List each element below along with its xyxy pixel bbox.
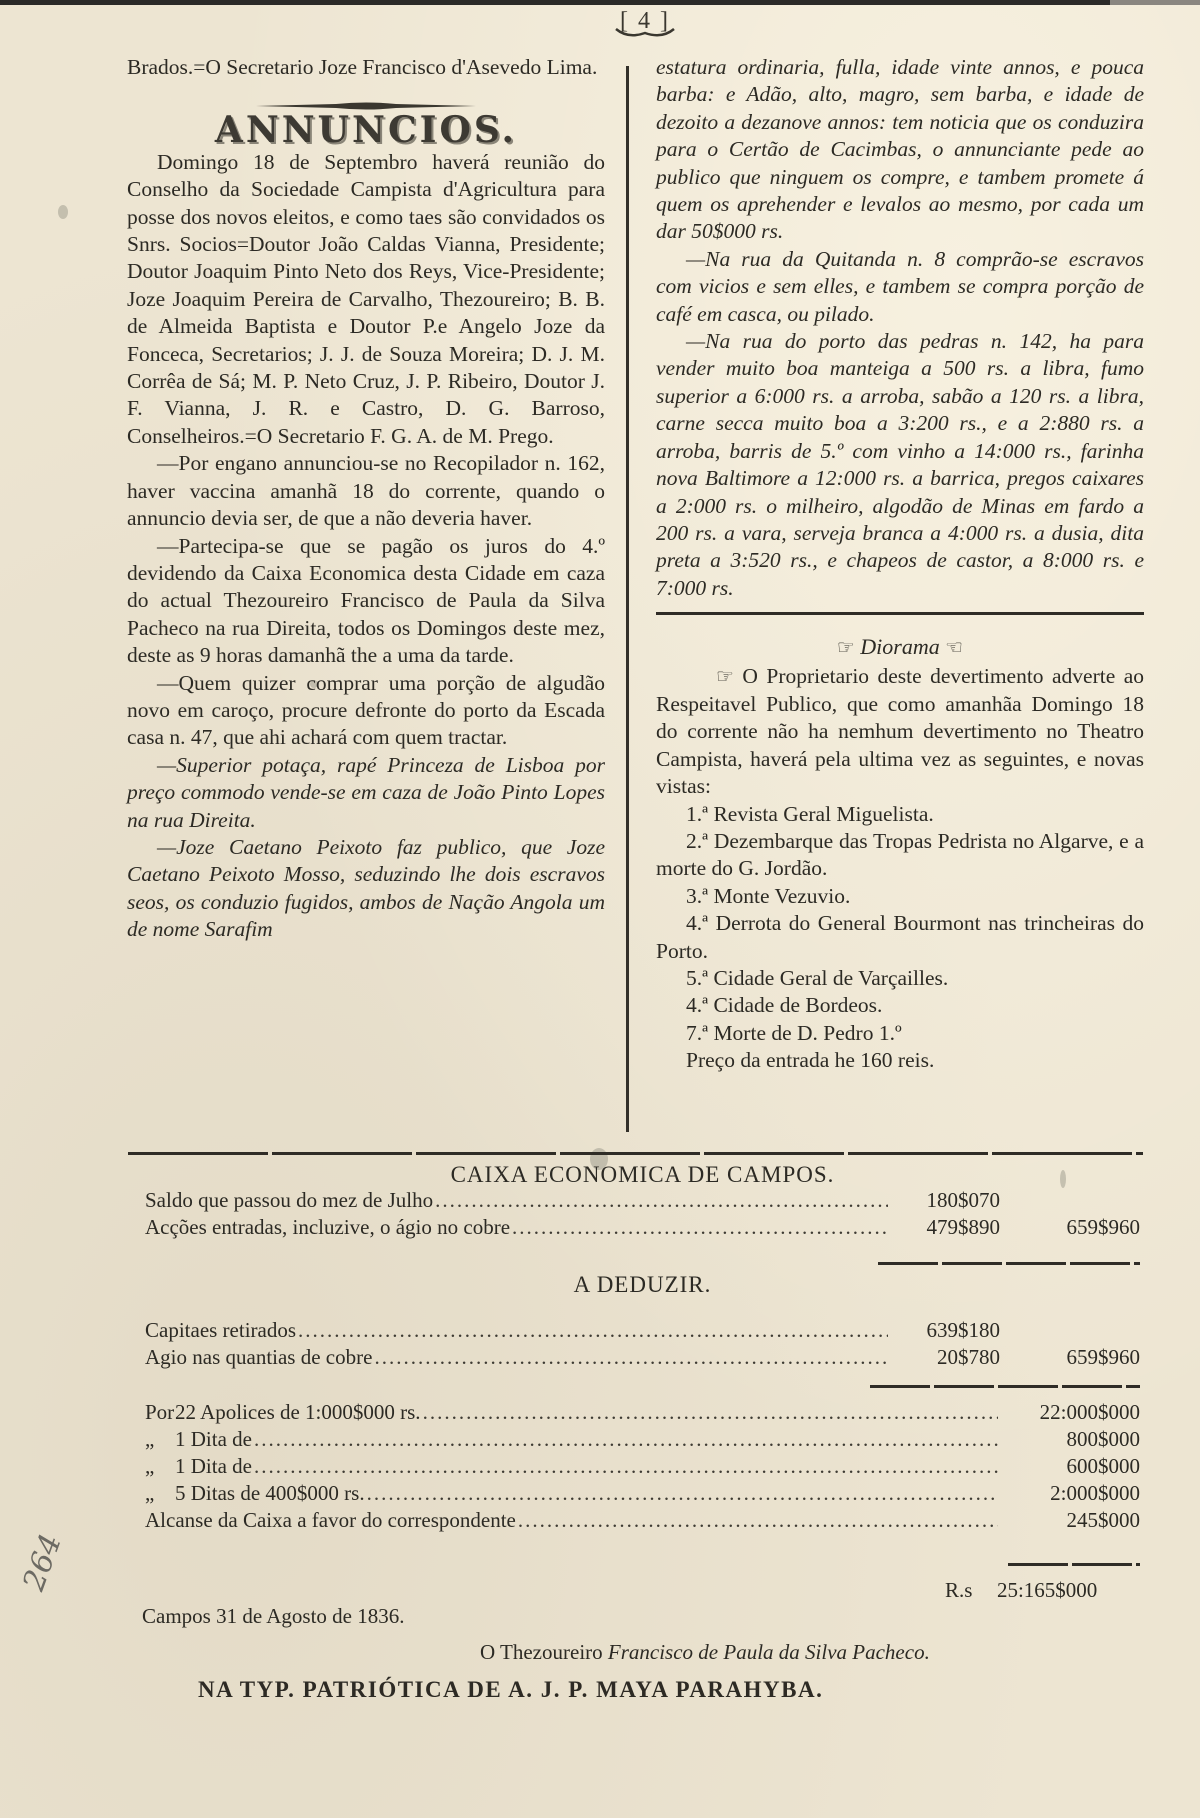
diorama-price: Preço da entrada he 160 reis. xyxy=(686,1048,935,1073)
left-column xyxy=(127,54,605,944)
vista-number: 7.ª xyxy=(686,1020,709,1045)
vista-number: 5.ª xyxy=(686,966,709,990)
right-column xyxy=(656,54,1144,1075)
scan-edge xyxy=(0,0,1200,5)
notice-juros: —Partecipa-se que se pagão os juros do 4.º devidendo da Caixa Economica desta Cidade em caza do actual Thezoureiro Francisco de Paula da Silva Pacheco na rua Direita, todos os Domingos deste mez, deste as 9 horas damanhã the a uma da tarde. xyxy=(127,533,605,668)
account-title: CAIXA ECONOMICA DE CAMPOS. xyxy=(450,1162,835,1187)
row-label: 22 Apolices de 1:000$000 rs. xyxy=(175,1400,421,1424)
vista-text: Cidade Geral de Varçailles. xyxy=(713,966,949,990)
account-row xyxy=(145,1345,1140,1372)
notice-vaccina: —Por engano annunciou-se no Recopilador n. 162, haver vaccina amanhã 18 do corrente, quando o annuncio devia ser, de que a não deveria haver. xyxy=(127,451,605,531)
row-amount: 600$000 xyxy=(1066,1454,1140,1478)
holding-row xyxy=(145,1481,1140,1508)
vista-text: Monte Vezuvio. xyxy=(713,883,851,908)
closing-line: Brados.=O Secretario Joze Francisco d'Asevedo Lima. xyxy=(127,55,598,79)
deduct-heading-block xyxy=(145,1272,1140,1298)
holding-row xyxy=(145,1400,1140,1427)
section-heading: ANNUNCIOS. xyxy=(214,109,518,152)
deduct-title: A DEDUZIR. xyxy=(573,1272,712,1297)
paper-stain xyxy=(58,205,68,219)
row-amount: 20$780 xyxy=(937,1345,1000,1369)
vista-item xyxy=(656,1020,1144,1047)
leader-dots xyxy=(518,1508,998,1533)
row-amount: 479$890 xyxy=(926,1215,1000,1239)
vista-number: 4.ª xyxy=(686,911,709,936)
vista-text: Derrota do General Bourmont nas trincheiras do Porto. xyxy=(656,911,1144,963)
row-label: Saldo que passou do mez de Julho xyxy=(145,1188,434,1212)
row-label: Capitaes retirados xyxy=(145,1318,297,1342)
leader-dots xyxy=(423,1400,998,1425)
leader-dots xyxy=(254,1454,998,1479)
row-label: Alcanse da Caixa a favor do correspondente xyxy=(145,1508,516,1532)
row-amount: 180$070 xyxy=(926,1188,1000,1212)
page-number-value: 4 xyxy=(638,8,652,34)
holdings xyxy=(145,1400,1140,1535)
row-amount: 22:000$000 xyxy=(1039,1400,1140,1424)
handwritten-margin-note: 264 xyxy=(16,1529,69,1596)
grand-total xyxy=(945,1578,1097,1603)
leader-dots xyxy=(435,1188,888,1213)
row-label: 1 Dita de xyxy=(175,1454,252,1478)
vista-item xyxy=(656,883,1144,910)
leader-dots xyxy=(512,1215,888,1240)
signature-name: Francisco de Paula da Silva Pacheco. xyxy=(607,1640,930,1664)
deductions xyxy=(145,1318,1140,1372)
row-prefix: Por xyxy=(145,1400,175,1424)
vista-text: Dezembarque das Tropas Pedrista no Algarve, e a morte do G. Jordão. xyxy=(656,828,1144,881)
place-date: Campos 31 de Agosto de 1836. xyxy=(142,1604,405,1628)
row-total: 659$960 xyxy=(1066,1215,1140,1239)
row-prefix: „ xyxy=(145,1454,155,1478)
diorama-intro-text: O Proprietario deste devertimento adverte ao Respeitavel Publico, que como amanhãa Domingo 18 do corrente não ha nemhum devertimento no Theatro Campista, haverá pela ultima vez as seguintes, e novas vistas: xyxy=(656,663,1144,799)
notice-rape: —Superior potaça, rapé Princeza de Lisboa por preço commodo vende-se em caza de João Pinto Lopes na rua Direita. xyxy=(127,752,605,832)
row-prefix: „ xyxy=(145,1481,155,1505)
diorama-intro xyxy=(656,663,1144,801)
vista-item xyxy=(656,910,1144,965)
row-amount: 639$180 xyxy=(926,1318,1000,1342)
vista-item xyxy=(656,828,1144,883)
pointing-hand-icon: ☞ xyxy=(945,637,964,660)
row-amount: 2:000$000 xyxy=(1050,1481,1140,1505)
pointing-hand-icon: ☞ xyxy=(836,637,855,660)
grand-total-label: R.s xyxy=(945,1578,973,1602)
holding-row xyxy=(145,1427,1140,1454)
row-label: Acções entradas, incluzive, o ágio no cobre xyxy=(145,1215,511,1239)
row-total: 659$960 xyxy=(1066,1345,1140,1369)
row-label: 1 Dita de xyxy=(175,1427,252,1451)
row-amount: 800$000 xyxy=(1066,1427,1140,1451)
vista-number: 4.ª xyxy=(686,993,709,1018)
notice-algodao: —Quem quizer comprar uma porção de algudão novo em caroço, procure defronte do porto da Escada casa n. 47, que ahi achará com quem tractar. xyxy=(127,670,605,750)
holding-row xyxy=(145,1454,1140,1481)
account-row xyxy=(145,1215,1140,1242)
leader-dots xyxy=(298,1318,888,1343)
account-row xyxy=(145,1318,1140,1345)
section-rule xyxy=(128,1152,1143,1155)
vista-number: 3.ª xyxy=(686,883,709,908)
vista-number: 1.ª xyxy=(686,801,709,826)
pointing-hand-icon: ☞ xyxy=(716,665,734,688)
vista-text: Cidade de Bordeos. xyxy=(713,993,883,1018)
leader-dots xyxy=(367,1481,998,1506)
vista-item xyxy=(656,965,1144,992)
row-label: 5 Ditas de 400$000 rs. xyxy=(175,1481,365,1505)
notice-quitanda: —Na rua da Quitanda n. 8 comprão-se escravos com vicios e sem elles, e tambem se compra porção de café em casca, ou pilado. xyxy=(656,246,1144,326)
row-label: Agio nas quantias de cobre xyxy=(145,1345,373,1369)
printer-imprint: NA TYP. PATRIÓTICA DE A. J. P. MAYA PARAHYBA. xyxy=(198,1677,824,1702)
vista-text: Morte de D. Pedro 1.º xyxy=(713,1020,902,1045)
vista-item xyxy=(656,801,1144,828)
subtotal-rule xyxy=(878,1262,1140,1265)
page-number: [ 4 ] xyxy=(610,8,680,39)
vista-item xyxy=(656,992,1144,1019)
vista-text: Revista Geral Miguelista. xyxy=(713,801,934,826)
signature xyxy=(480,1640,930,1665)
section-separator xyxy=(656,612,1144,615)
notice-porto-pedras: —Na rua do porto das pedras n. 142, ha para vender muito boa manteiga a 500 rs. a libra, fumo superior a 6:000 rs. a arroba, sabão a 120 rs. a libra, carne secca muito boa a 3:200 rs., e a 2:880 rs. a arroba, barris de 5.º com vinho a 14:000 rs., farinha nova Baltimore a 12:000 rs. a barrica, pregos caixares a 2:000 rs. o milheiro, algodão de Minas em fardo a 200 rs. a vara, serveja branca a 4:000 rs. a dusia, dita preta a 3:520 rs., e chapeos de castor, a 8:000 rs. e 7:000 rs. xyxy=(656,329,1144,600)
row-prefix: „ xyxy=(145,1427,155,1451)
row-amount: 245$000 xyxy=(1066,1508,1140,1532)
subtotal-rule xyxy=(870,1385,1140,1388)
account-statement xyxy=(145,1162,1140,1242)
holding-row xyxy=(145,1508,1140,1535)
vista-number: 2.ª xyxy=(686,828,709,853)
column-divider xyxy=(626,66,629,1132)
grand-total-value: 25:165$000 xyxy=(996,1578,1098,1602)
diorama-title: Diorama xyxy=(860,634,940,660)
notice-conselho: Domingo 18 de Septembro haverá reunião do Conselho da Sociedade Campista d'Agricultura para posse dos novos eleitos, e como taes são convidados os Snrs. Socios=Doutor João Caldas Vianna, Presidente; Doutor Joaquim Pinto Neto dos Reys, Vice-Presidente; Joze Joaquim Pereira de Carvalho, Thezoureiro; B. B. de Almeida Baptista e Doutor P.e Angelo Joze da Fonceca, Secretarios; J. J. de Souza Moreira; D. J. M. Corrêa de Sá; M. P. Neto Cruz, J. P. Ribeiro, Doutor J. F. Vianna, J. R. e Castro, D. G. Barroso, Conselheiros.=O Secretario F. G. A. de M. Prego. xyxy=(127,149,605,448)
total-rule xyxy=(1008,1563,1140,1566)
leader-dots xyxy=(254,1427,998,1452)
signature-role: O Thezoureiro xyxy=(480,1640,603,1664)
leader-dots xyxy=(374,1345,888,1370)
notice-escravos-fugidos: —Joze Caetano Peixoto faz publico, que Joze Caetano Peixoto Mosso, seduzindo lhe dois escravos seos, os conduzio fugidos, ambos de Nação Angola um de nome Sarafim xyxy=(127,834,605,942)
diorama-heading xyxy=(656,633,1144,662)
account-row xyxy=(145,1188,1140,1215)
notice-continuation: estatura ordinaria, fulla, idade vinte annos, e pouca barba: e Adão, alto, magro, sem barba, e idade de dezoito a dezanove annos: tem noticia que os conduzira para o Certão de Cacimbas, o annunciante pede ao publico que ninguem os compre, e tambem promete á quem os aprehender e levalos ao mesmo, por cada um dar 50$000 rs. xyxy=(656,55,1144,244)
